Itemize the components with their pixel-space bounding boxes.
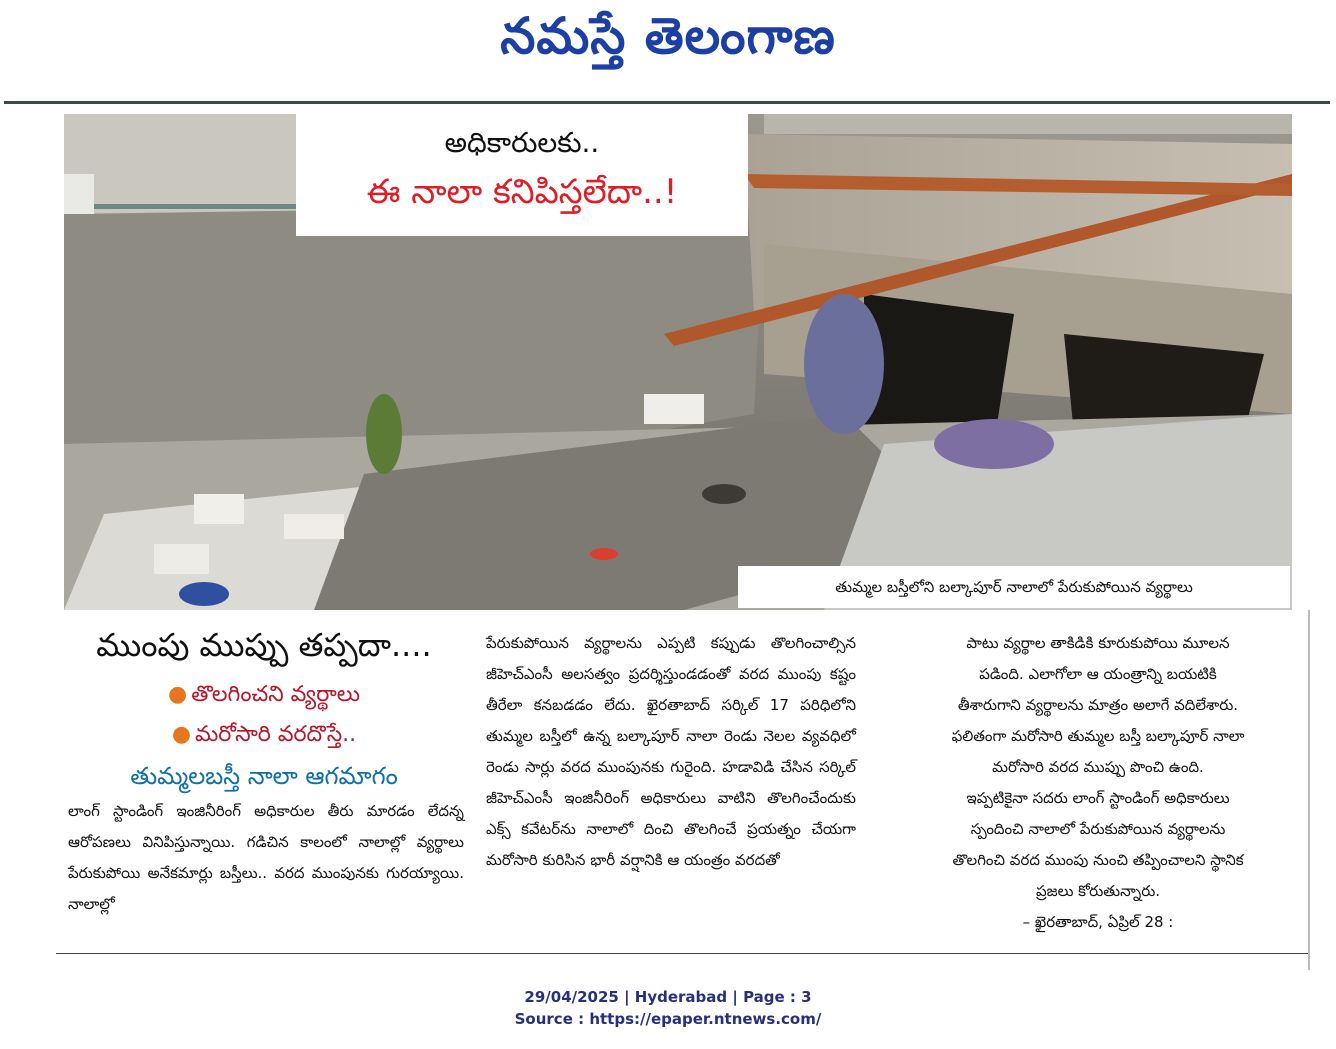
column-1-text: లాంగ్ స్టాండింగ్ ఇంజినీరింగ్ అధికారుల తీరు మారడం లేదన్న ఆరోపణలు వినిపిస్తున్నాయి. గడిచిన కాలంలో నాలాల్లో వ్యర్థాలు పేరుకుపోయి అనేకమార్లు బస్తీలు.. వరద ముంపునకు గురయ్యాయి. నాలాల్లో <box>68 802 464 913</box>
article-bullet-1 <box>64 682 464 712</box>
photo-headline <box>296 114 748 236</box>
article-subtitle: తుమ్మలబస్తీ నాలా ఆగమాగం <box>130 762 398 790</box>
headline-line-2: ఈ నాలా కనిపిస్తలేదా..! <box>366 172 678 212</box>
column-3-line: తీశారుగాని వ్యర్థాలను మాత్రం అలాగే వదిలేశారు. <box>957 696 1239 714</box>
headline-line-1: అధికారులకు.. <box>444 126 600 159</box>
column-2-text: పేరుకుపోయిన వ్యర్థాలను ఎప్పటి కప్పుడు తొలగించాల్సిన జీహెచ్ఎంసీ అలసత్వం ప్రదర్శిస్తుండడంతో వరద ముంపు కష్టం తీరేలా కనబడడం లేదు. ఖైరతాబాద్ సర్కిల్ 17 పరిధిలోని తుమ్మల బస్తీలో ఉన్న బల్కాపూర్ నాలా రెండు నెలల వ్యవధిలో రెండు సార్లు వరద ముంపునకు గురైంది. హడావిడి చేసిన సర్కిల్ జీహెచ్ఎంసీ ఇంజినీరింగ్ అధికారులు వాటిని తొలగించేందుకు ఎక్స్ కవేటర్‌ను నాలాలో దించి తొలగించే ప్రయత్నం చేయగా మరోసారి కురిసిన భారీ వర్షానికి ఆ యంత్రం వరదతో <box>486 634 856 869</box>
column-3-line: పడింది. ఎలాగోలా ఆ యంత్రాన్ని బయటికి <box>979 665 1217 683</box>
footer-date-edition: 29/04/2025 | Hyderabad | Page : 3 <box>524 988 812 1006</box>
masthead <box>0 0 1336 100</box>
dateline: – ఖైరతాబాద్, ఏప్రిల్ 28 : <box>1022 913 1174 931</box>
photo-caption: తుమ్మల బస్తీలోని బల్కాపూర్ నాలాలో పేరుకుపోయిన వ్యర్థాలు <box>738 566 1290 608</box>
article-title: ముంపు ముప్పు తప్పదా.... <box>96 626 432 664</box>
column-3-line: ఇప్పటికైనా సదరు లాంగ్ స్టాండింగ్ అధికారులు <box>966 789 1230 807</box>
article-column-3 <box>902 628 1294 938</box>
column-3-line: స్పందించి నాలాలో పేరుకుపోయిన వ్యర్థాలను <box>970 820 1226 838</box>
bottom-border-rule <box>56 953 1308 954</box>
column-3-line: పాటు వ్యర్థాల తాకిడికి కూరుకుపోయి మూలన <box>966 634 1230 652</box>
article-column-2 <box>486 628 856 876</box>
bullet-dot-icon: ● <box>171 722 192 747</box>
page-footer <box>0 986 1336 1030</box>
right-border-rule <box>1308 610 1310 970</box>
column-3-line: ఫలితంగా మరోసారి తుమ్మల బస్తీ బల్కాపూర్ నాలా <box>951 727 1245 745</box>
article-column-1 <box>68 796 464 920</box>
bullet-2-text: మరోసారి వరదొస్తే.. <box>195 722 357 747</box>
column-3-line: మరోసారి వరద ముప్పు పొంచి ఉంది. <box>992 758 1204 776</box>
article-header <box>64 622 464 796</box>
article-bullet-2 <box>64 722 464 752</box>
column-3-line: తొలగించి వరద ముంపు నుంచి తప్పించాలని స్థానిక <box>952 851 1244 869</box>
column-3-line: ప్రజలు కోరుతున్నారు. <box>1035 882 1161 900</box>
bullet-dot-icon: ● <box>168 682 188 707</box>
bullet-1-text: తొలగించని వ్యర్థాలు <box>191 682 360 707</box>
footer-source: Source : https://epaper.ntnews.com/ <box>514 1010 822 1028</box>
newspaper-logo: నమస్తే తెలంగాణ <box>500 6 836 65</box>
masthead-divider <box>4 101 1330 104</box>
